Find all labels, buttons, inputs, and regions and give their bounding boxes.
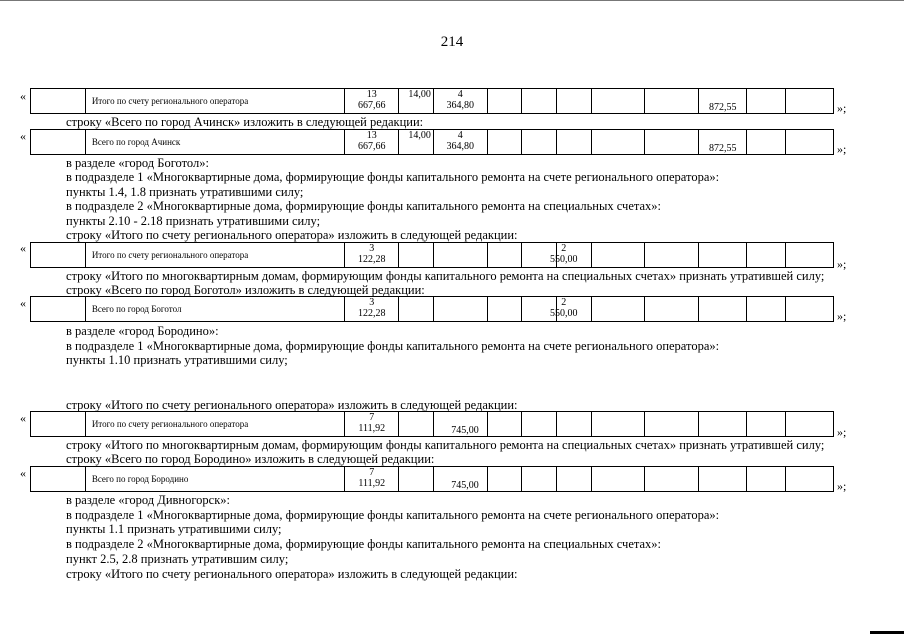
close-quote: »; [837, 257, 847, 271]
table-row-total-bogotol [30, 296, 834, 322]
close-quote: »; [837, 479, 847, 493]
value-frac: 111,92 [358, 478, 386, 489]
text-line: строку «Итого по счету регионального оператора» изложить в следующей редакции: [66, 398, 518, 412]
text-line: пункты 1.10 признать утратившими силу; [66, 353, 288, 367]
value: 745,00 [451, 480, 479, 491]
close-quote: »; [837, 425, 847, 439]
value-int: 13 [366, 89, 377, 100]
row-label: Итого по счету регионального оператора [91, 96, 249, 106]
value-frac: 667,66 [358, 141, 386, 152]
text-line: строку «Итого по многоквартирным домам, формирующим фонды капитального ремонта на специальных счетах» признать утратившей силу; [66, 438, 825, 452]
value-int: 3 [369, 297, 375, 308]
value-int: 13 [366, 130, 377, 141]
value-frac: 550,00 [550, 254, 578, 265]
row-label: Итого по счету регионального оператора [91, 250, 249, 260]
value: 14,00 [408, 130, 431, 141]
close-quote: »; [837, 309, 847, 323]
value-frac: 364,80 [446, 141, 475, 152]
row-label: Всего по город Бородино [91, 474, 189, 484]
value-int: 7 [369, 412, 375, 423]
text-line: в разделе «город Бородино»: [66, 324, 219, 338]
value-frac: 364,80 [446, 100, 475, 111]
text-line: пункты 1.4, 1.8 признать утратившими силу; [66, 185, 304, 199]
table-row-regional-operator-bogotol [30, 242, 834, 268]
page-number: 214 [440, 34, 464, 50]
value-frac: 550,00 [550, 308, 578, 319]
text-line: в подразделе 1 «Многоквартирные дома, формирующие фонды капитального ремонта на счете регионального оператора»: [66, 170, 720, 184]
open-quote: « [20, 466, 26, 480]
open-quote: « [20, 129, 26, 143]
value: 14,00 [408, 89, 431, 100]
table-row-total-achinsk [30, 129, 834, 155]
table-row-regional-operator-achinsk [30, 88, 834, 114]
text-line: строку «Итого по многоквартирным домам, формирующим фонды капитального ремонта на специальных счетах» признать утратившей силу; [66, 269, 825, 283]
text-line: пункты 2.10 - 2.18 признать утратившими силу; [66, 214, 321, 228]
row-label: Всего по город Ачинск [91, 137, 181, 147]
text-line: в подразделе 2 «Многоквартирные дома, формирующие фонды капитального ремонта на специальных счетах»: [66, 199, 662, 213]
value-int: 2 [561, 297, 567, 308]
open-quote: « [20, 241, 26, 255]
value-int: 4 [457, 89, 463, 100]
text-line: в разделе «город Дивногорск»: [66, 493, 231, 507]
text-line: строку «Всего по город Ачинск» изложить в следующей редакции: [66, 115, 424, 129]
text-line: в подразделе 2 «Многоквартирные дома, формирующие фонды капитального ремонта на специальных счетах»: [66, 537, 662, 551]
row-label: Итого по счету регионального оператора [91, 419, 249, 429]
value-frac: 122,28 [358, 254, 386, 265]
value-int: 7 [369, 467, 375, 478]
open-quote: « [20, 89, 26, 103]
value-int: 2 [561, 243, 567, 254]
text-line: в разделе «город Боготол»: [66, 156, 209, 170]
text-line: строку «Всего по город Боготол» изложить в следующей редакции: [66, 283, 425, 297]
value-frac: 111,92 [358, 423, 386, 434]
close-quote: »; [837, 142, 847, 156]
close-quote: »; [837, 101, 847, 115]
value-int: 4 [457, 130, 463, 141]
open-quote: « [20, 411, 26, 425]
top-border [0, 0, 904, 1]
text-line: пункты 1.1 признать утратившими силу; [66, 522, 282, 536]
table-row-total-borodino [30, 466, 834, 492]
value-int: 3 [369, 243, 375, 254]
value-frac: 667,66 [358, 100, 386, 111]
text-line: пункт 2.5, 2.8 признать утратившим силу; [66, 552, 289, 566]
text-line: в подразделе 1 «Многоквартирные дома, формирующие фонды капитального ремонта на счете регионального оператора»: [66, 339, 720, 353]
text-line: строку «Всего по город Бородино» изложить в следующей редакции: [66, 452, 435, 466]
value: 745,00 [451, 425, 479, 436]
table-row-regional-operator-borodino [30, 411, 834, 437]
value-frac: 122,28 [358, 308, 386, 319]
open-quote: « [20, 296, 26, 310]
text-line: строку «Итого по счету регионального оператора» изложить в следующей редакции: [66, 228, 518, 242]
text-line: строку «Итого по счету регионального оператора» изложить в следующей редакции: [66, 567, 518, 581]
value: 872,55 [708, 102, 737, 113]
row-label: Всего по город Боготол [91, 304, 182, 314]
text-line: в подразделе 1 «Многоквартирные дома, формирующие фонды капитального ремонта на счете регионального оператора»: [66, 508, 720, 522]
value: 872,55 [708, 143, 737, 154]
